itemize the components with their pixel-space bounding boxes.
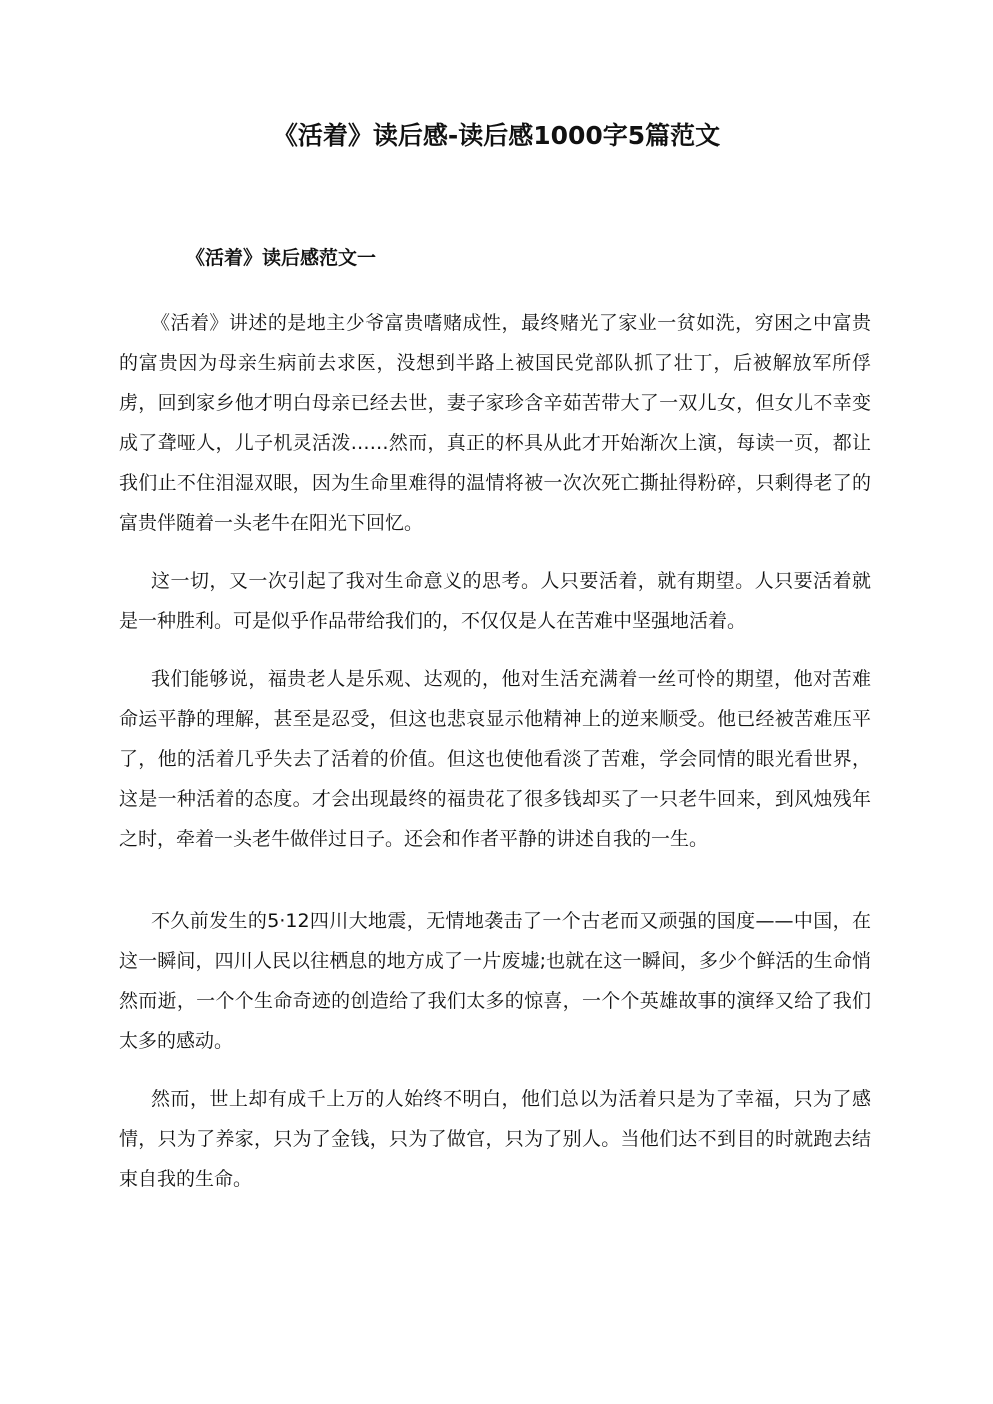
paragraph-2: 这一切，又一次引起了我对生命意义的思考。人只要活着，就有期望。人只要活着就是一种胜利。可是似乎作品带给我们的，不仅仅是人在苦难中坚强地活着。	[119, 570, 871, 632]
section-heading: 《活着》读后感范文一	[186, 247, 377, 269]
document-title: 《活着》读后感-读后感1000字5篇范文	[272, 121, 721, 150]
paragraph-5: 然而，世上却有成千上万的人始终不明白，他们总以为活着只是为了幸福，只为了感情，只为了养家，只为了金钱，只为了做官，只为了别人。当他们达不到目的时就跑去结束自我的生命。	[119, 1088, 871, 1190]
paragraph-4: 不久前发生的5·12四川大地震，无情地袭击了一个古老而又顽强的国度——中国，在这一瞬间，四川人民以往栖息的地方成了一片废墟;也就在这一瞬间，多少个鲜活的生命悄然而逝，一个个生命奇迹的创造给了我们太多的惊喜，一个个英雄故事的演绎又给了我们太多的感动。	[119, 910, 871, 1052]
paragraph-1: 《活着》讲述的是地主少爷富贵嗜赌成性，最终赌光了家业一贫如洗，穷困之中富贵的富贵因为母亲生病前去求医，没想到半路上被国民党部队抓了壮丁，后被解放军所俘虏，回到家乡他才明白母亲已经去世，妻子家珍含辛茹苦带大了一双儿女，但女儿不幸变成了聋哑人，儿子机灵活泼……然而，真正的杯具从此才开始渐次上演，每读一页，都让我们止不住泪湿双眼，因为生命里难得的温情将被一次次死亡撕扯得粉碎，只剩得老了的富贵伴随着一头老牛在阳光下回忆。	[119, 312, 871, 534]
paragraph-3: 我们能够说，福贵老人是乐观、达观的，他对生活充满着一丝可怜的期望，他对苦难命运平静的理解，甚至是忍受，但这也悲哀显示他精神上的逆来顺受。他已经被苦难压平了，他的活着几乎失去了活着的价值。但这也使他看淡了苦难，学会同情的眼光看世界，这是一种活着的态度。才会出现最终的福贵花了很多钱却买了一只老牛回来，到风烛残年之时，牵着一头老牛做伴过日子。还会和作者平静的讲述自我的一生。	[119, 668, 871, 850]
